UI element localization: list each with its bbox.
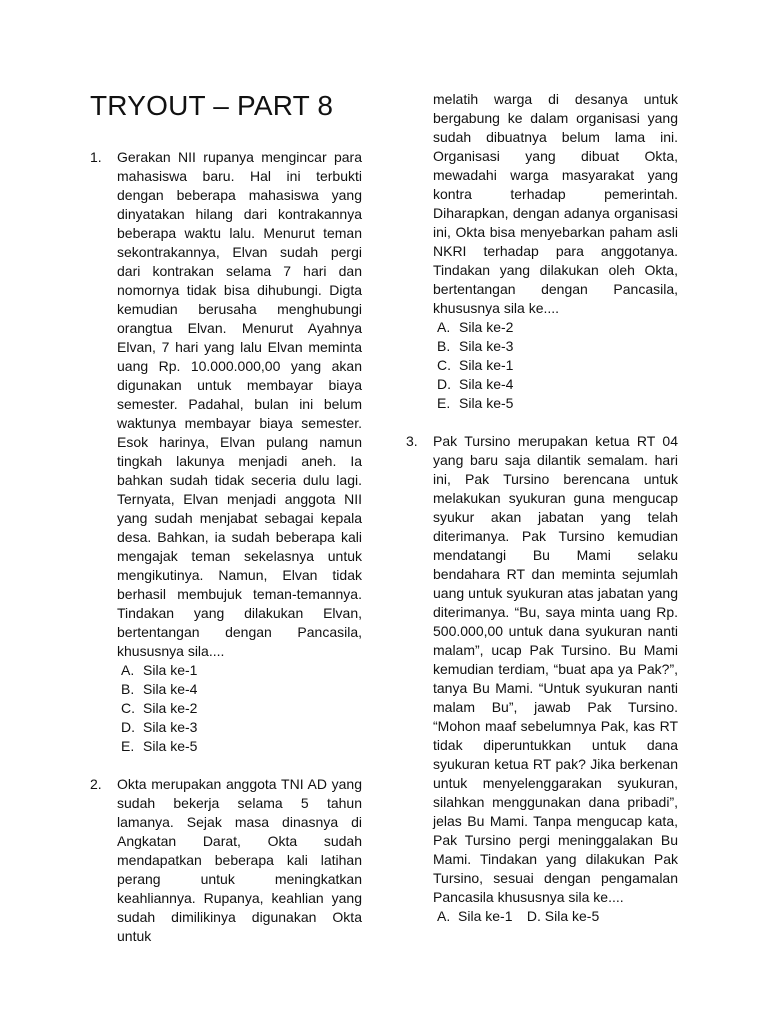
option-letter: D. <box>526 908 541 924</box>
option-e <box>437 394 678 413</box>
option-text: Sila ke-2 <box>459 319 514 335</box>
option-a <box>437 318 678 337</box>
left-column <box>90 148 362 946</box>
option-letter: C. <box>121 700 135 716</box>
question-2-continued-text: melatih warga di desanya untuk bergabung ke dalam organisasi yang sudah dibuatnya belum lama ini. Organisasi yang dibuat Okta, mewadahi warga masyarakat yang kontra terhadap pemerintah. Diharapkan, dengan adanya organisasi ini, Okta bisa menyebarkan paham asli NKRI terhadap para anggotanya. Tindakan yang dilakukan oleh Okta, bertentangan dengan Pancasila, khususnya sila ke.... <box>433 91 678 316</box>
question-1 <box>90 148 362 756</box>
option-letter: B. <box>437 338 451 354</box>
option-text: Sila ke-1 <box>459 357 514 373</box>
option-letter: D. <box>437 376 451 392</box>
question-2-options-wrap <box>406 318 678 413</box>
option-letter: E. <box>121 738 135 754</box>
page-title: TRYOUT – PART 8 <box>90 90 334 121</box>
option-c <box>437 356 678 375</box>
option-letter: D. <box>121 719 135 735</box>
option-a <box>437 907 523 926</box>
option-letter: A. <box>437 908 451 924</box>
question-number: 1. <box>90 149 102 165</box>
question-3 <box>406 432 678 907</box>
answer-options-inline <box>406 907 678 926</box>
answer-options <box>433 318 678 413</box>
option-b <box>437 337 678 356</box>
option-text: Sila ke-4 <box>459 376 514 392</box>
option-text: Sila ke-5 <box>544 908 600 924</box>
option-letter: C. <box>437 357 451 373</box>
option-text: Sila ke-1 <box>143 662 198 678</box>
option-text: Sila ke-4 <box>143 681 198 697</box>
option-b <box>121 680 362 699</box>
option-letter: A. <box>437 319 451 335</box>
option-letter: A. <box>121 662 135 678</box>
option-c <box>121 699 362 718</box>
question-number: 2. <box>90 776 102 792</box>
option-text: Sila ke-3 <box>459 338 514 354</box>
option-d <box>121 718 362 737</box>
option-text: Sila ke-1 <box>458 908 513 924</box>
right-column <box>406 90 678 926</box>
option-d <box>437 375 678 394</box>
option-d <box>527 907 599 926</box>
spacer <box>406 413 678 432</box>
option-letter: E. <box>437 395 451 411</box>
option-letter: B. <box>121 681 135 697</box>
question-text: Okta merupakan anggota TNI AD yang sudah bekerja selama 5 tahun lamanya. Sejak masa dinasnya di Angkatan Darat, Okta sudah mendapatkan beberapa kali latihan perang untuk meningkatkan keahliannya. Rupanya, keahlian yang sudah dimilikinya digunakan Okta untuk <box>117 776 362 944</box>
option-a <box>121 661 362 680</box>
answer-options <box>117 661 362 756</box>
option-text: Sila ke-2 <box>143 700 198 716</box>
question-text: Pak Tursino merupakan ketua RT 04 yang baru saja dilantik semalam. hari ini, Pak Tursino berencana untuk melakukan syukuran guna mengucap syukur akan jabatan yang telah diterimanya. Pak Tursino kemudian mendatangi Bu Mami selaku bendahara RT dan meminta sejumlah uang untuk syukuran atas jabatan yang diterimanya. “Bu, saya minta uang Rp. 500.000,00 untuk dana syukuran nanti malam”, ucap Pak Tursino. Bu Mami kemudian terdiam, “buat apa ya Pak?”, tanya Bu Mami. “Untuk syukuran nanti malam Bu”, jawab Pak Tursino. “Mohon maaf sebelumnya Pak, kas RT tidak diperuntukkan untuk dana syukuran ketua RT pak? Jika berkenan untuk menyelenggarakan syukuran, silahkan menggunakan dana pribadi”, jelas Bu Mami. Tanpa mengucap kata, Pak Tursino pergi meninggalakan Bu Mami. Tindakan yang dilakukan Pak Tursino, sesuai dengan pengamalan Pancasila khususnya sila ke.... <box>433 433 678 905</box>
option-text: Sila ke-3 <box>143 719 198 735</box>
question-text: Gerakan NII rupanya mengincar para mahasiswa baru. Hal ini terbukti dengan beberapa mahasiswa yang dinyatakan hilang dari kontrakannya beberapa waktu lalu. Menurut teman sekontrakannya, Elvan sudah pergi dari kontrakan selama 7 hari dan nomornya tidak bisa dihubungi. Digta kemudian berusaha menghubungi orangtua Elvan. Menurut Ayahnya Elvan, 7 hari yang lalu Elvan meminta uang Rp. 10.000.000,00 yang akan digunakan untuk membayar biaya semester. Padahal, bulan ini belum waktunya membayar biaya semester. Esok harinya, Elvan pulang namun tingkah lakunya menjadi aneh. Ia bahkan sudah tidak seceria dulu lagi. Ternyata, Elvan menjadi anggota NII yang sudah menjabat sebagai kepala desa. Bahkan, ia sudah beberapa kali mengajak teman sekelasnya untuk mengikutinya. Namun, Elvan tidak berhasil membujuk teman-temannya. Tindakan yang dilakukan Elvan, bertentangan dengan Pancasila, khususnya sila.... <box>117 149 362 659</box>
option-text: Sila ke-5 <box>459 395 514 411</box>
question-number: 3. <box>406 433 418 449</box>
question-2 <box>90 775 362 946</box>
option-e <box>121 737 362 756</box>
spacer <box>90 756 362 775</box>
option-text: Sila ke-5 <box>143 738 198 754</box>
